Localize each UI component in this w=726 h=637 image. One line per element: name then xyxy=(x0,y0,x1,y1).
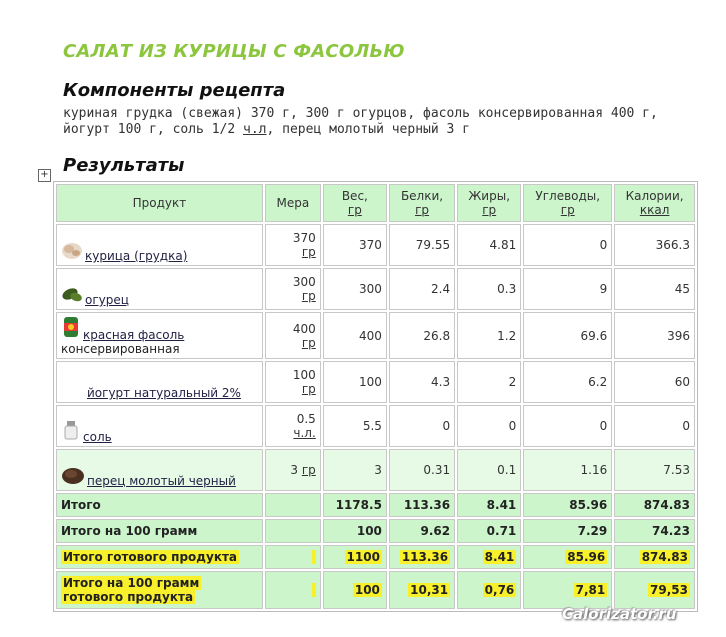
ves-cell: 5.5 xyxy=(323,405,387,447)
product-cell xyxy=(56,361,263,403)
per100-zhiry: 0.71 xyxy=(457,519,521,543)
ugl-cell: 0 xyxy=(523,224,612,266)
ready-belki: 113.36 xyxy=(389,545,455,569)
ves-cell: 300 xyxy=(323,268,387,310)
ready-kal: 874.83 xyxy=(614,545,695,569)
table-row xyxy=(56,224,695,266)
mera-cell: 3 гр xyxy=(265,449,321,491)
ugl-cell: 1.16 xyxy=(523,449,612,491)
product-cell xyxy=(56,449,263,491)
mera-cell: 100 гр xyxy=(265,361,321,403)
ready100-row xyxy=(56,571,695,609)
product-link[interactable]: перец молотый черный xyxy=(87,474,236,488)
components-heading: Компоненты рецепта xyxy=(63,80,286,101)
ready100-zhiry: 0,76 xyxy=(457,571,521,609)
tsp-abbrev[interactable]: ч.л xyxy=(243,122,267,137)
totals-ugl: 85.96 xyxy=(523,493,612,517)
belki-cell: 2.4 xyxy=(389,268,455,310)
watermark: Calorizator.ru xyxy=(562,605,677,623)
product-link[interactable]: курица (грудка) xyxy=(85,249,188,263)
per100-label: Итого на 100 грамм xyxy=(56,519,263,543)
product-link[interactable]: огурец xyxy=(85,293,129,307)
ves-cell: 100 xyxy=(323,361,387,403)
nutrition-table xyxy=(53,181,698,612)
totals-zhiry: 8.41 xyxy=(457,493,521,517)
ready-zhiry: 8.41 xyxy=(457,545,521,569)
product-cell xyxy=(56,268,263,310)
kal-cell: 366.3 xyxy=(614,224,695,266)
mera-cell: 370 гр xyxy=(265,224,321,266)
mera-cell: 300 гр xyxy=(265,268,321,310)
product-link[interactable]: соль xyxy=(83,430,112,444)
zhiry-cell: 4.81 xyxy=(457,224,521,266)
belki-cell: 0.31 xyxy=(389,449,455,491)
per100-kal: 74.23 xyxy=(614,519,695,543)
zhiry-cell: 0 xyxy=(457,405,521,447)
per100-belki: 9.62 xyxy=(389,519,455,543)
table-row xyxy=(56,405,695,447)
ready-ves: 1100 xyxy=(323,545,387,569)
salt-icon xyxy=(61,419,81,444)
recipe-title: САЛАТ ИЗ КУРИЦЫ С ФАСОЛЬЮ xyxy=(63,41,405,62)
ready-ugl: 85.96 xyxy=(523,545,612,569)
bean-can-icon xyxy=(61,315,81,342)
product-cell xyxy=(56,405,263,447)
ingredients-text: куриная грудка (свежая) 370 г, 300 г огурцов, фасоль консервированная 400 г, йогурт 100 г, соль 1/2 ч.л, перец молотый черный 3 г xyxy=(63,106,658,137)
kal-cell: 45 xyxy=(614,268,695,310)
zhiry-cell: 0.1 xyxy=(457,449,521,491)
product-cell xyxy=(56,224,263,266)
belki-cell: 4.3 xyxy=(389,361,455,403)
totals-label: Итого xyxy=(56,493,263,517)
belki-cell: 26.8 xyxy=(389,312,455,359)
totals-ves: 1178.5 xyxy=(323,493,387,517)
table-row xyxy=(56,312,695,359)
ves-cell: 3 xyxy=(323,449,387,491)
col-ves: Вес, гр xyxy=(323,184,387,222)
ugl-cell: 0 xyxy=(523,405,612,447)
zhiry-cell: 1.2 xyxy=(457,312,521,359)
kal-cell: 60 xyxy=(614,361,695,403)
zhiry-cell: 2 xyxy=(457,361,521,403)
ready-row xyxy=(56,545,695,569)
ves-cell: 370 xyxy=(323,224,387,266)
chicken-icon xyxy=(61,240,83,263)
ugl-cell: 6.2 xyxy=(523,361,612,403)
results-heading: Результаты xyxy=(63,155,185,176)
per100-row xyxy=(56,519,695,543)
table-row xyxy=(56,361,695,403)
col-zhiry: Жиры, гр xyxy=(457,184,521,222)
ready100-ugl: 7,81 xyxy=(523,571,612,609)
per100-ugl: 7.29 xyxy=(523,519,612,543)
zhiry-cell: 0.3 xyxy=(457,268,521,310)
pepper-icon xyxy=(61,463,85,488)
mera-cell: 400 гр xyxy=(265,312,321,359)
totals-row xyxy=(56,493,695,517)
col-belki: Белки, гр xyxy=(389,184,455,222)
totals-belki: 113.36 xyxy=(389,493,455,517)
kal-cell: 396 xyxy=(614,312,695,359)
totals-kal: 874.83 xyxy=(614,493,695,517)
ves-cell: 400 xyxy=(323,312,387,359)
cucumber-icon xyxy=(61,284,83,307)
product-cell: красная фасоль консервированная xyxy=(56,312,263,359)
kal-cell: 7.53 xyxy=(614,449,695,491)
table-expand-icon[interactable]: + xyxy=(38,169,51,182)
product-link[interactable]: красная фасоль xyxy=(83,328,185,342)
col-uglevody: Углеводы, гр xyxy=(523,184,612,222)
col-kalorii: Калории, ккал xyxy=(614,184,695,222)
ready100-belki: 10,31 xyxy=(389,571,455,609)
mera-cell: 0.5 ч.л. xyxy=(265,405,321,447)
col-mera: Мера xyxy=(265,184,321,222)
ready-label: Итого готового продукта xyxy=(56,545,263,569)
kal-cell: 0 xyxy=(614,405,695,447)
ready100-label: Итого на 100 грамм готового продукта xyxy=(56,571,263,609)
belki-cell: 0 xyxy=(389,405,455,447)
belki-cell: 79.55 xyxy=(389,224,455,266)
table-header-row xyxy=(56,184,695,222)
table-row xyxy=(56,268,695,310)
ugl-cell: 69.6 xyxy=(523,312,612,359)
ugl-cell: 9 xyxy=(523,268,612,310)
ready100-kal: 79,53 xyxy=(614,571,695,609)
per100-ves: 100 xyxy=(323,519,387,543)
ready100-ves: 100 xyxy=(323,571,387,609)
product-link[interactable]: йогурт натуральный 2% xyxy=(87,386,241,400)
table-row xyxy=(56,449,695,491)
col-product: Продукт xyxy=(56,184,263,222)
